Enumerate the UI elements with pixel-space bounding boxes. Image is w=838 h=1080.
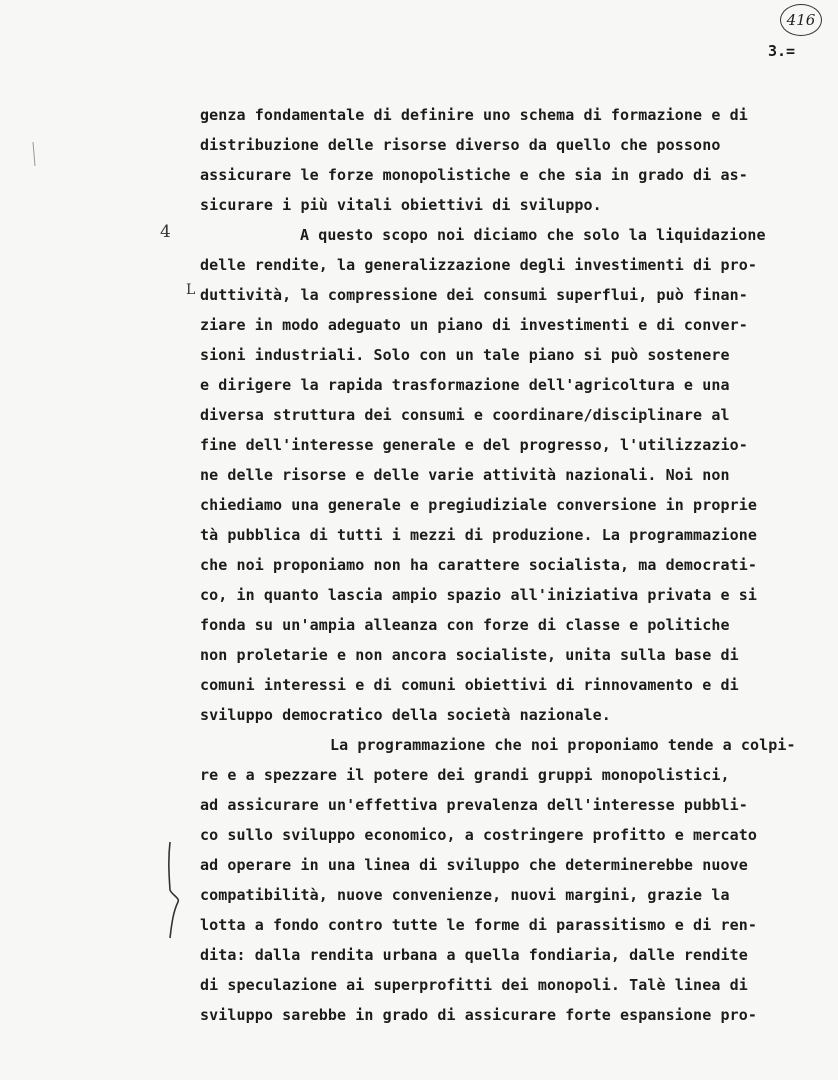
text-line: compatibilità, nuove convenienze, nuovi margini, grazie la (200, 886, 730, 904)
text-line: di speculazione ai superprofitti dei monopoli. Talè linea di (200, 976, 748, 994)
paper-speck (30, 140, 42, 170)
text-line: A questo scopo noi diciamo che solo la liquidazione (300, 226, 766, 244)
margin-mark-top: 4 (160, 222, 171, 242)
text-line: tà pubblica di tutti i mezzi di produzione. La programmazione (200, 526, 757, 544)
text-line: fine dell'interesse generale e del progresso, l'utilizzazio- (200, 436, 748, 454)
text-line: fonda su un'ampia alleanza con forze di classe e politiche (200, 616, 730, 634)
text-line: co sullo sviluppo economico, a costringere profitto e mercato (200, 826, 757, 844)
text-line: che noi proponiamo non ha carattere socialista, ma democrati- (200, 556, 757, 574)
text-line: dita: dalla rendita urbana a quella fondiaria, dalle rendite (200, 946, 748, 964)
text-line: lotta a fondo contro tutte le forme di parassitismo e di ren- (200, 916, 757, 934)
text-line: diversa struttura dei consumi e coordinare/disciplinare al (200, 406, 730, 424)
text-line: co, in quanto lascia ampio spazio all'iniziativa privata e si (200, 586, 757, 604)
text-line: sioni industriali. Solo con un tale piano si può sostenere (200, 346, 730, 364)
text-line: sicurare i più vitali obiettivi di sviluppo. (200, 196, 602, 214)
text-line: ne delle risorse e delle varie attività nazionali. Noi non (200, 466, 730, 484)
text-line: comuni interessi e di comuni obiettivi di rinnovamento e di (200, 676, 739, 694)
page-number: 3.= (768, 42, 796, 60)
text-line: duttività, la compressione dei consumi superflui, può finan- (200, 286, 748, 304)
text-line: ad assicurare un'effettiva prevalenza dell'interesse pubbli- (200, 796, 748, 814)
text-line: chiediamo una generale e pregiudiziale conversione in proprie (200, 496, 757, 514)
text-line: sviluppo sarebbe in grado di assicurare forte espansione pro- (200, 1006, 757, 1024)
text-line: distribuzione delle risorse diverso da quello che possono (200, 136, 721, 154)
body-text (200, 100, 800, 1030)
margin-mark-lower: L (186, 282, 196, 298)
text-line: ad operare in una linea di sviluppo che determinerebbe nuove (200, 856, 748, 874)
text-line: La programmazione che noi proponiamo tende a colpi- (330, 736, 796, 754)
text-line: genza fondamentale di definire uno schema di formazione e di (200, 106, 748, 124)
text-line: non proletarie e non ancora socialiste, unita sulla base di (200, 646, 739, 664)
text-line: assicurare le forze monopolistiche e che sia in grado di as- (200, 166, 748, 184)
text-line: sviluppo democratico della società nazionale. (200, 706, 611, 724)
margin-bracket-mark (158, 840, 188, 940)
text-line: e dirigere la rapida trasformazione dell'agricoltura e una (200, 376, 730, 394)
text-line: delle rendite, la generalizzazione degli investimenti di pro- (200, 256, 757, 274)
text-line: ziare in modo adeguato un piano di investimenti e di conver- (200, 316, 748, 334)
archive-number-stamp: 416 (780, 4, 822, 36)
text-line: re e a spezzare il potere dei grandi gruppi monopolistici, (200, 766, 730, 784)
